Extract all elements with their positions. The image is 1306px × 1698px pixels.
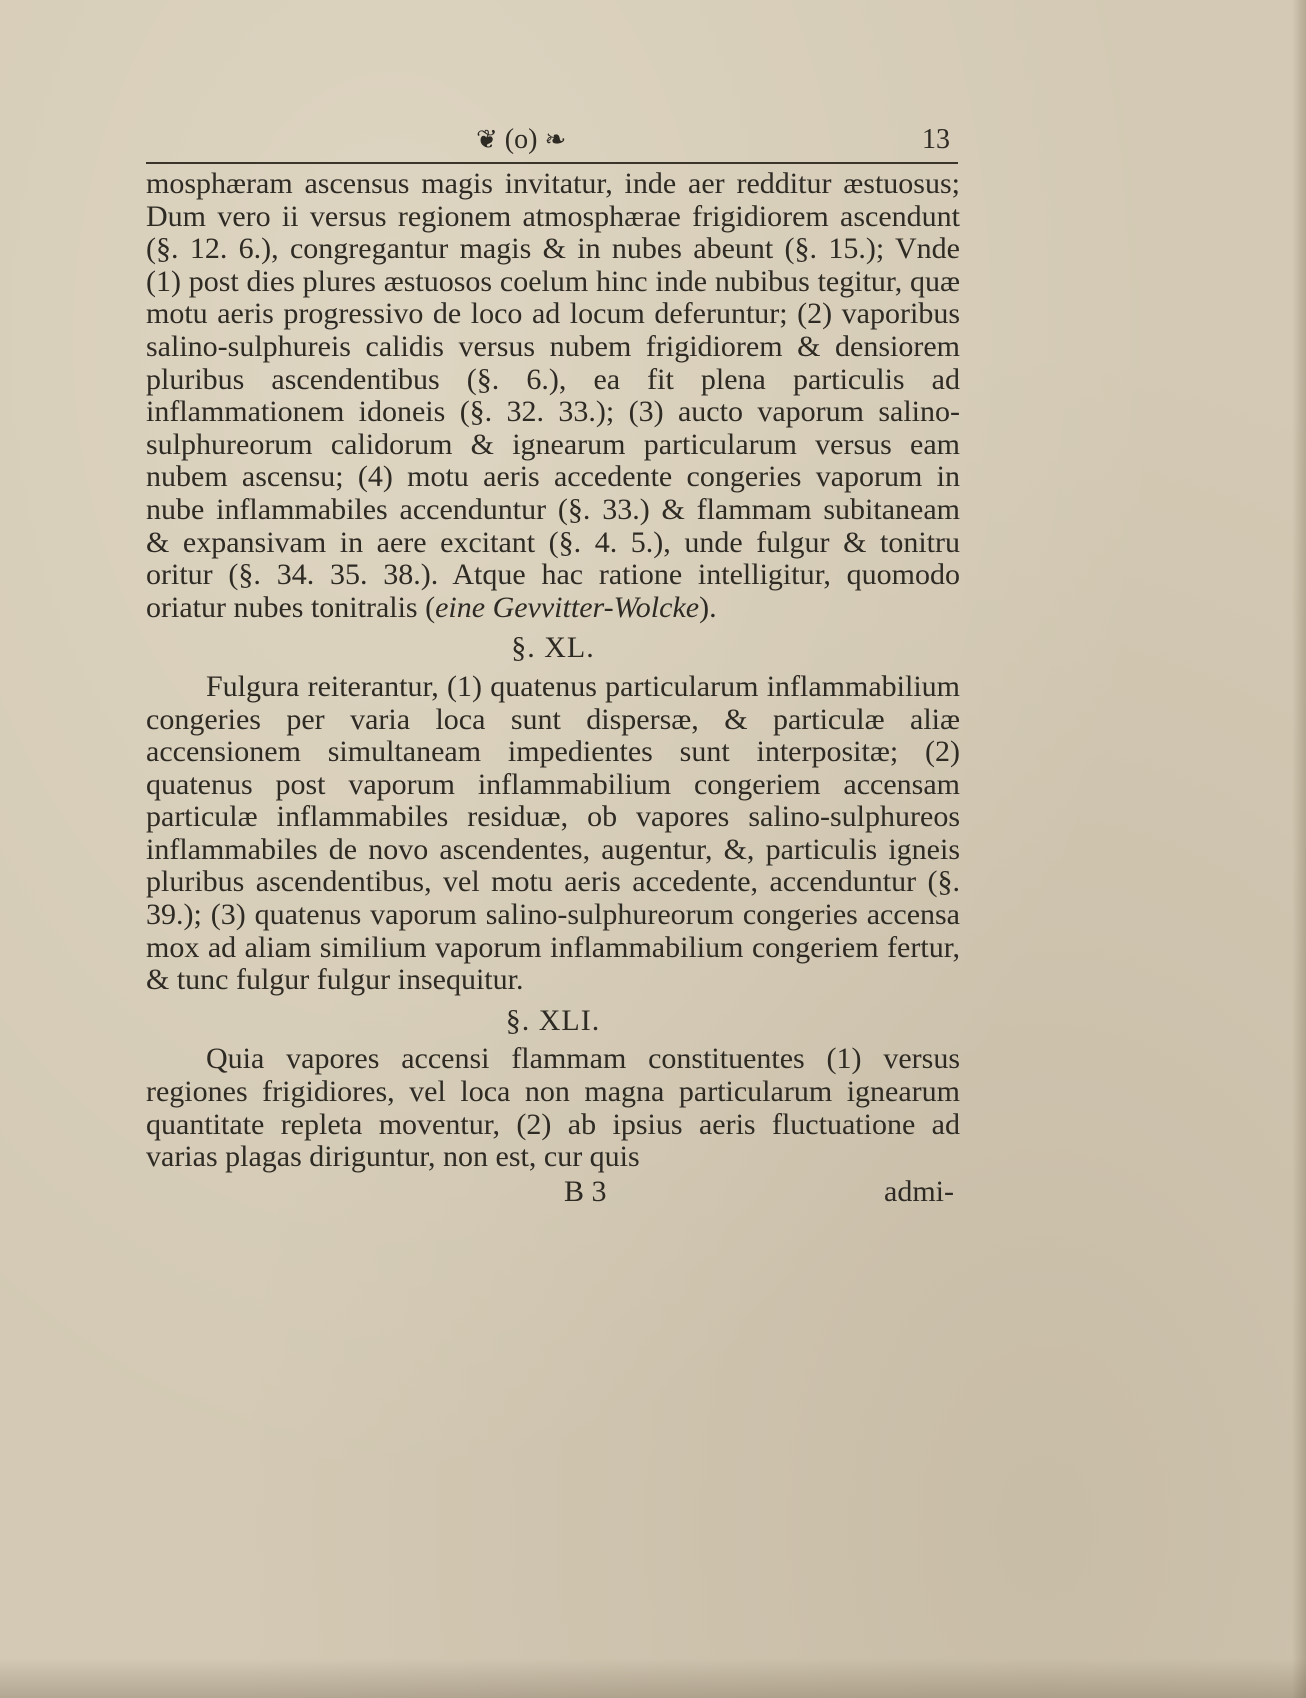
running-head — [146, 122, 960, 158]
paragraph-1-text: mosphæram ascensus magis invitatur, inde aer redditur æstuosus; Dum vero ii versus regionem atmosphærae frigidiorem ascendunt (§. 12. 6.), congregantur magis & in nubes abeunt (§. 15.); Vnde (1) post dies plures æstuosos coelum hinc inde nubibus tegitur, quæ motu aeris progressivo de loco ad locum deferuntur; (2) vaporibus salino-sulphureis calidis versus nubem frigidiorem & densiorem pluribus ascendentibus (§. 6.), ea fit plena particulis ad inflammationem idoneis (§. 32. 33.); (3) aucto vaporum salino-sulphureorum calidorum & ignearum particularum versus eam nubem ascensu; (4) motu aeris accedente congeries vaporum in nube inflammabiles accenduntur (§. 33.) & flammam subitaneam & expansivam in aere excitant (§. 4. 5.), unde fulgur & tonitru oritur (§. 34. 35. 38.). Atque hac ratione intelligitur, quomodo oriatur nubes tonitralis ( — [146, 167, 960, 624]
paragraph-1-end: ). — [699, 590, 717, 624]
signature-mark: B 3 — [564, 1174, 607, 1208]
page-edge-shadow — [1292, 0, 1306, 1698]
section-xli-paragraph: Quia vapores accensi flammam constituentes (1) versus regiones frigidiores, vel loca non magna particularum ignearum quantitate repleta moventur, (2) ab ipsius aeris fluctuatione ad varias plagas diriguntur, non est, cur quis — [146, 1042, 960, 1174]
page-bottom-shadow — [0, 1658, 1306, 1698]
right-ornament-icon: ❧ — [544, 125, 567, 154]
paragraph-continued — [146, 168, 960, 624]
running-head-center — [476, 124, 566, 157]
catchline — [146, 1176, 960, 1212]
section-xl-paragraph: Fulgura reiterantur, (1) quatenus particularum inflammabilium congeries per varia loca sunt dispersæ, & particulæ aliæ accensionem simultaneam impedientes sunt interpositæ; (2) quatenus post vaporum inflammabilium congeriem accensam particulæ inflammabiles residuæ, ob vapores salino-sulphureos inflammabiles de novo ascendentes, augentur, &, particulis igneis pluribus ascendentibus, vel motu aeris accedente, accenduntur (§. 39.); (3) quatenus vaporum salino-sulphureorum congeries accensa mox ad aliam similium vaporum inflammabilium congeriem fertur, & tunc fulgur fulgur insequitur. — [146, 669, 960, 997]
catchword: admi- — [884, 1174, 954, 1208]
section-heading-xl: §. XL. — [511, 631, 595, 665]
header-rule — [146, 162, 958, 164]
left-ornament-icon: ❦ — [476, 125, 498, 154]
text-block — [146, 122, 960, 1212]
section-mark: (o) — [504, 124, 538, 155]
page-number: 13 — [922, 124, 950, 155]
german-term: eine Gevvitter-Wolcke — [435, 590, 700, 624]
section-heading-xli: §. XLI. — [505, 1003, 601, 1037]
